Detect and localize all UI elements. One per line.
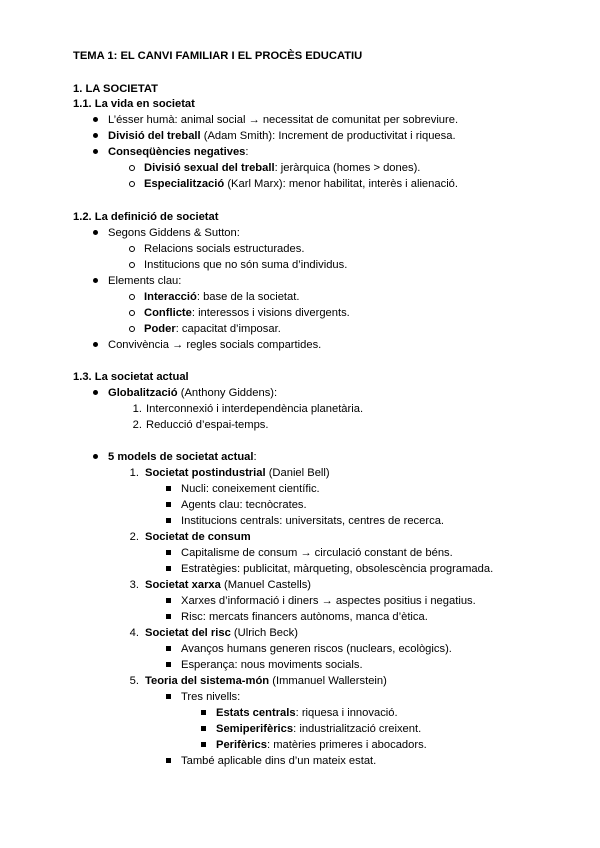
list-item: Teoria del sistema-món (Immanuel Wallerstein)	[145, 675, 387, 687]
list-item: Esperança: nous moviments socials.	[181, 659, 363, 671]
subsection-heading-1-2: 1.2. La definició de societat	[73, 211, 219, 223]
bullet-circle	[129, 294, 135, 300]
bullet-circle	[129, 165, 135, 171]
list-number: 1.	[132, 403, 142, 415]
bullet-square	[166, 758, 171, 763]
bullet-circle	[129, 326, 135, 332]
bullet-square	[166, 502, 171, 507]
list-number: 2.	[129, 531, 139, 543]
bullet-square	[201, 726, 206, 731]
list-item: Conseqüències negatives:	[108, 146, 249, 158]
bullet-disc	[93, 117, 98, 122]
list-item: Convivència → regles socials compartides.	[108, 339, 322, 351]
bullet-disc	[93, 390, 98, 395]
list-number: 1.	[129, 467, 139, 479]
list-item: 5 models de societat actual:	[108, 451, 257, 463]
list-item: Nucli: coneixement científic.	[181, 483, 320, 495]
list-item: Xarxes d’informació i diners → aspectes positius i negatius.	[181, 595, 476, 607]
bullet-circle	[129, 262, 135, 268]
doc-title: TEMA 1: EL CANVI FAMILIAR I EL PROCÈS EDUCATIU	[73, 50, 363, 62]
list-item: Reducció d’espai-temps.	[146, 419, 269, 431]
subsection-heading-1-3: 1.3. La societat actual	[73, 371, 189, 383]
list-number: 4.	[129, 627, 139, 639]
bullet-square	[166, 598, 171, 603]
list-item: L’ésser humà: animal social → necessitat de comunitat per sobreviure.	[108, 114, 459, 126]
bullet-square	[166, 694, 171, 699]
list-item: Societat de consum	[145, 531, 251, 543]
list-item: Especialització (Karl Marx): menor habilitat, interès i alienació.	[144, 178, 459, 190]
bullet-square	[166, 486, 171, 491]
bullet-square	[166, 550, 171, 555]
bullet-square	[201, 742, 206, 747]
list-item: Globalització (Anthony Giddens):	[108, 387, 278, 399]
bullet-circle	[129, 310, 135, 316]
bullet-square	[166, 518, 171, 523]
section-heading: 1. LA SOCIETAT	[73, 83, 158, 95]
list-number: 3.	[129, 579, 139, 591]
list-item: Estats centrals: riquesa i innovació.	[216, 707, 398, 719]
bullet-square	[201, 710, 206, 715]
list-item: Interconnexió i interdependència planetària.	[146, 403, 364, 415]
list-item: Societat xarxa (Manuel Castells)	[145, 579, 312, 591]
bullet-square	[166, 646, 171, 651]
bullet-disc	[93, 133, 98, 138]
bullet-circle	[129, 181, 135, 187]
bullet-disc	[93, 230, 98, 235]
list-item: Institucions que no són suma d’individus.	[144, 259, 348, 271]
list-item: Estratègies: publicitat, màrqueting, obsolescència programada.	[181, 563, 494, 575]
list-number: 2.	[132, 419, 142, 431]
bullet-disc	[93, 342, 98, 347]
list-item: Relacions socials estructurades.	[144, 243, 305, 255]
list-item: Societat del risc (Ulrich Beck)	[145, 627, 298, 639]
bullet-square	[166, 662, 171, 667]
list-item: Risc: mercats financers autònoms, manca d’ètica.	[181, 611, 428, 623]
list-item: Conflicte: interessos i visions divergents.	[144, 307, 350, 319]
subsection-heading-1-1: 1.1. La vida en societat	[73, 98, 195, 110]
list-item: Agents clau: tecnòcrates.	[181, 499, 307, 511]
list-item: Interacció: base de la societat.	[144, 291, 300, 303]
list-item: Semiperifèrics: industrialització creixent.	[216, 723, 422, 735]
bullet-disc	[93, 454, 98, 459]
list-item: Poder: capacitat d’imposar.	[144, 323, 281, 335]
list-number: 5.	[129, 675, 139, 687]
bullet-disc	[93, 149, 98, 154]
bullet-circle	[129, 246, 135, 252]
list-item: Tres nivells:	[181, 691, 241, 703]
list-item: Elements clau:	[108, 275, 182, 287]
list-item: Avanços humans generen riscos (nuclears, ecològics).	[181, 643, 452, 655]
list-item: Societat postindustrial (Daniel Bell)	[145, 467, 330, 479]
bullet-square	[166, 566, 171, 571]
bullet-square	[166, 614, 171, 619]
list-item: Segons Giddens & Sutton:	[108, 227, 240, 239]
bullet-disc	[93, 278, 98, 283]
list-item: Divisió del treball (Adam Smith): Increment de productivitat i riquesa.	[108, 130, 456, 142]
list-item: Perifèrics: matèries primeres i abocadors.	[216, 739, 427, 751]
list-item: També aplicable dins d’un mateix estat.	[181, 755, 377, 767]
list-item: Institucions centrals: universitats, centres de recerca.	[181, 515, 445, 527]
list-item: Capitalisme de consum → circulació constant de béns.	[181, 547, 453, 559]
list-item: Divisió sexual del treball: jeràrquica (homes > dones).	[144, 162, 421, 174]
